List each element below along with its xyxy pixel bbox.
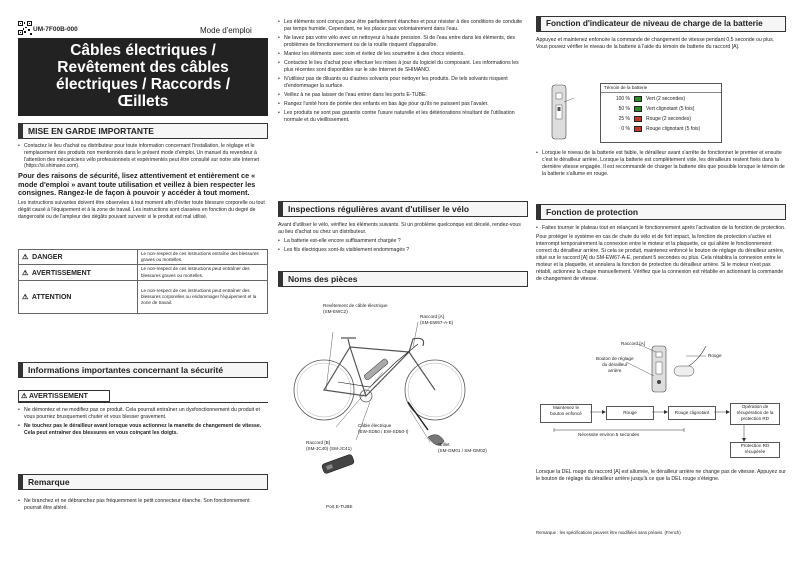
raccord-a-illustration [544, 83, 574, 141]
label-line: (EW-SD50 / EW-SD50-I) [358, 429, 409, 435]
avertissement-label: AVERTISSEMENT [28, 393, 88, 400]
warning-triangle-icon: ⚠ [22, 293, 29, 301]
section-heading-pieces: Noms des pièces [278, 271, 528, 287]
label-line: Revêtement de câble électrique [323, 303, 388, 308]
protection-flow-diagram [536, 402, 786, 462]
battery-table-title: Témoin de la batterie [601, 84, 721, 93]
warning-label: AVERTISSEMENT [31, 269, 91, 277]
list-item: • Ne lavez pas votre vélo avec un nettoyeur à haute pression. Si de l'eau entre dans les éléments, des problèmes de fonctionnement ou de la rouille risquent d'apparaître. [278, 35, 528, 49]
title-line: Œillets [117, 93, 169, 110]
warning-label: DANGER [32, 254, 63, 262]
section-heading-indicateur: Fonction d'indicateur de niveau de charge de la batterie [536, 16, 786, 32]
flow-text: récupérée [744, 449, 766, 455]
label-line: (SM-EW67-A-E) [420, 320, 454, 326]
divider [18, 402, 268, 403]
led-icon [634, 96, 642, 102]
inspections-bullet: • La batterie est-elle encore suffisamment chargée ? [278, 238, 528, 245]
section-heading-mise-en-garde: MISE EN GARDE IMPORTANTE [18, 123, 268, 139]
battery-pct: 0 % [621, 126, 630, 133]
label-raccord-a [420, 314, 453, 326]
label-rouge: Rouge [708, 353, 722, 358]
battery-row [604, 104, 718, 114]
title-line: Revêtement des câbles [57, 59, 229, 76]
label-line: Raccord [A] [420, 314, 444, 319]
battery-row [604, 124, 718, 134]
battery-pct: 25 % [618, 116, 630, 123]
list-item: • Les éléments sont conçus pour être parfaitement étanches et pour résister à des conditions de conduite par temps humide. Cependant, ne les placez pas volontairement dans l'eau. [278, 19, 528, 33]
battery-desc: Rouge (2 secondes) [646, 116, 692, 123]
warning-text: Le non-respect de ces instructions peut entraîner des blessures corporelles ou endommager l'équipement et la zone de travail. [138, 280, 268, 313]
warning-label-cell [19, 280, 138, 313]
page-title [18, 38, 268, 116]
section-heading-protection: Fonction de protection [536, 204, 786, 220]
protection-note: • Faites tourner le plateau tout en relançant le fonctionnement après l'activation de la fonction de protection. [536, 225, 786, 232]
led-icon [634, 106, 642, 112]
document-type: Mode d'emploi [200, 26, 252, 35]
label-line: Câble électrique [358, 423, 392, 428]
protection-after: Lorsque la DEL rouge du raccord [A] est allumée, le dérailleur arrière ne change pas de vitesse. Appuyez sur le bouton de réglage du dérailleur arrière jusqu'à ce que la DEL rouge s'éteigne. [536, 469, 786, 482]
maintenance-bullets [278, 19, 528, 126]
title-line: Câbles électriques / [70, 42, 216, 59]
avertissement-box [18, 390, 110, 402]
warning-label-cell [19, 250, 138, 265]
qr-code [18, 21, 32, 35]
remarque-bullet: • Ne branchez et ne débranchez pas fréquemment le petit connecteur étanche. Son fonctionnement pourrait être altéré. [18, 498, 268, 512]
label-port-etube: Port E-TUBE [326, 504, 353, 509]
flow-text: Protection RD [740, 443, 770, 448]
battery-pct: 50 % [618, 106, 630, 113]
label-line: Bouton de réglage [596, 356, 634, 361]
battery-desc: Rouge clignotant (5 fois) [646, 126, 701, 133]
battery-indicator-figure [536, 83, 786, 141]
label-cable [358, 423, 408, 435]
inspections-intro: Avant d'utiliser le vélo, vérifiez les éléments suivants. Si un problème quelconque est décelé, rendez-vous au lieu d'achat ou chez un distributeur. [278, 222, 521, 235]
flow-text: bouton enfoncé [550, 411, 582, 417]
safety-paragraph: Les instructions suivantes doivent être observées à tout moment afin d'éviter toute blessure corporelle ou tout dégât causé à l'équipement et à la zone de travail. Les instructions sont classées en fonction du degré de dangerosité ou de l'ampleur des dégâts pouvant survenir si le produit est mal utilisé. [18, 199, 265, 220]
warning-triangle-icon: ⚠ [22, 269, 29, 277]
label-revetement [323, 303, 388, 315]
flow-text: Opération de [741, 404, 769, 409]
battery-rows [601, 93, 721, 135]
label-bouton-reglage [596, 356, 634, 375]
warning-text: Le non-respect de ces instructions peut entraîner des blessures graves ou mortelles. [138, 265, 268, 280]
list-item: • Maniez les éléments avec soin et évitez de les soumettre à des chocs violents. [278, 51, 528, 58]
warning-row [19, 265, 268, 280]
indicateur-note: • Lorsque le niveau de la batterie est faible, le dérailleur avant s'arrête de fonctionner le premier et ensuite c'est le dérailleur arrière. Lorsque la batterie est complètement vide, les dérailleurs restent fixés dans la dernière vitesse engagée. Il est recommandé de charger la batterie dès que possible lorsque le témoin de la batterie s'allume en rouge. [536, 150, 786, 178]
warning-text: Le non-respect de ces instructions entraîne des blessures graves ou mortelles. [138, 250, 268, 265]
label-line: arrière [608, 368, 622, 374]
warning-row [19, 280, 268, 313]
protection-button-figure [566, 336, 766, 396]
led-icon [634, 116, 642, 122]
warning-triangle-icon: ⚠ [21, 393, 28, 400]
label-line: (SM-EWC2) [323, 309, 348, 315]
warning-triangle-icon: ⚠ [22, 254, 29, 262]
title-line: électriques / Raccords / [55, 76, 231, 93]
section-heading-remarque: Remarque [18, 474, 268, 490]
flow-text: récupération de la [736, 410, 774, 416]
label-line: (SM-GM01 / SM-GM02) [438, 448, 487, 454]
battery-row [604, 114, 718, 124]
battery-indicator-table [600, 83, 722, 143]
flow-step-rouge: Rouge [606, 406, 654, 420]
list-item: • Les produits ne sont pas garantis contre l'usure naturelle et les détériorations résultant de l'utilisation normale et du vieillissement. [278, 110, 528, 124]
flow-timer-label: Nécessite environ 5 secondes [578, 432, 640, 437]
warning-levels-table [18, 249, 268, 314]
battery-row [604, 94, 718, 104]
label-raccord-b [306, 440, 352, 452]
indicateur-intro: Appuyez et maintenez enfoncée la commande de changement de vitesse pendant 0,5 seconde ou plus. Vous pouvez vérifier le niveau de la batterie à l'aide du témoin de batterie du raccord [A]. [536, 37, 775, 50]
document-code: UM-7F00B-000 [33, 26, 78, 33]
flow-text: protection RD [740, 416, 770, 422]
warning-label: ATTENTION [31, 293, 72, 301]
section-heading-securite: Informations importantes concernant la sécurité [18, 362, 268, 378]
section-heading-inspections: Inspections régulières avant d'utiliser le vélo [278, 201, 528, 217]
list-item: • Veillez à ne pas laisser de l'eau entrer dans les ports E-TUBE. [278, 92, 528, 99]
inspections-bullet: • Les fils électriques sont-ils visiblement endommagés ? [278, 247, 528, 254]
battery-desc: Vert clignotant (5 fois) [646, 106, 695, 113]
led-icon [634, 126, 642, 132]
label-raccord: Raccord [A] [621, 341, 645, 346]
flow-step-maintenir [540, 404, 592, 423]
label-oeillet [438, 442, 487, 454]
flow-text: Maintenez le [552, 405, 580, 410]
battery-pct: 100 % [615, 96, 630, 103]
securite-bullet: • Ne touchez pas le dérailleur avant lorsque vous actionnez la manette de changement de vitesse. Cela peut entraîner des blessures en vous coinçant les doigts. [18, 423, 268, 437]
warning-row [19, 250, 268, 265]
footnote: Remarque : les spécifications peuvent être modifiées sans préavis. (French) [536, 530, 681, 535]
label-line: du dérailleur [602, 362, 628, 368]
protection-paragraph: Pour protéger le système en cas de chute du vélo et de fort impact, la fonction de protection s'active et interrompt temporairement la connexion entre le moteur et la plaquette, ce qui altère le fonctionnement correct du dérailleur arrière. Si cela se produit, maintenez enfoncé le bouton de réglage du dérailleur arrière, situé sur le raccord [A] du SM-EW67-A-E, pendant 5 secondes ou plus. Cela rétablira la connexion entre le moteur et la plaquette, et annulera la fonction de protection du dérailleur arrière. Si le moteur n'est pas rétabli, actionnez la chape manuellement. Vérifiez que la connexion est rétablie en actionnant la commande de changement de vitesse. [536, 234, 785, 282]
bicycle-illustration [278, 292, 528, 520]
battery-desc: Vert (2 secondes) [646, 96, 686, 103]
list-item: • Contactez le lieu d'achat pour effectuer les mises à jour du logiciel du composant. Les informations les plus récentes sont disponibles sur le site Internet de SHIMANO. [278, 60, 528, 74]
label-line: Raccord [B] [306, 440, 330, 445]
warning-label-cell [19, 265, 138, 280]
flow-step-rouge-clignotant: Rouge clignotant [668, 406, 716, 420]
label-line: Œillet [438, 442, 450, 447]
flow-step-recuperation [730, 403, 780, 425]
bike-parts-diagram [278, 292, 528, 520]
securite-bullet: • Ne démontez et ne modifiez pas ce produit. Cela pourrait entraîner un dysfonctionnement du produit et vous pourriez brusquement chuter et vous blesser gravement. [18, 407, 268, 421]
list-item: • N'utilisez pas de diluants ou d'autres solvants pour nettoyer les produits. De tels solvants risquent d'endommager la surface. [278, 76, 528, 90]
safety-bold-paragraph: Pour des raisons de sécurité, lisez attentivement et entièrement ce « mode d'emploi » avant toute utilisation et veillez à bien respecter les consignes. Rangez-le de façon à pouvoir y accéder à tout moment. [18, 171, 256, 198]
mise-en-garde-bullet: • Contactez le lieu d'achat ou distributeur pour toute information concernant l'installation, le réglage et le remplacement des produits non mentionnés dans le présent mode d'emploi. Un manuel du revendeur à l'attention des mécaniciens vélo professionnels et expérimentés peut être consulté sur notre site Internet (https://si.shimano.com). [18, 143, 268, 170]
label-line: (SM-JC40) (SM-JC41) [306, 446, 352, 452]
list-item: • Rangez l'unité hors de portée des enfants en bas âge pour qu'ils ne puissent pas l'avaler. [278, 101, 528, 108]
flow-step-recuperee [730, 442, 780, 458]
